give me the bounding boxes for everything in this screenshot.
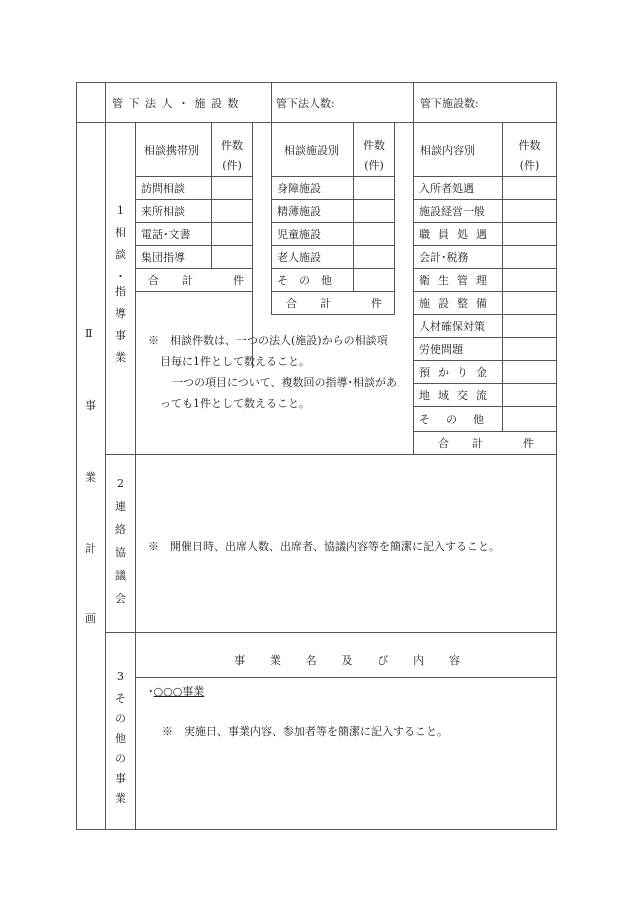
item2-title (106, 478, 135, 604)
entry-bullet: ･ (148, 685, 154, 698)
total-unit: 件 (523, 437, 534, 450)
row-label: 預かり金 (419, 366, 495, 379)
by-content-count-input[interactable] (503, 292, 556, 314)
item2-bottom (105, 632, 557, 633)
header-divider-b (413, 82, 414, 123)
by-content-row (419, 361, 495, 383)
item1-title-char: ・ (115, 270, 126, 283)
by-type-row (141, 246, 185, 268)
item3-content-area[interactable] (136, 678, 556, 829)
item3-title-char: そ (115, 692, 126, 705)
by-type-count-input[interactable] (212, 223, 252, 245)
by-content-count-input[interactable] (503, 246, 556, 268)
row-label: 人材確保対策 (419, 320, 485, 333)
row-label: 精薄施設 (277, 205, 321, 218)
row-label: 電話･文書 (141, 228, 191, 241)
item2-title-char: 2 (117, 477, 124, 490)
by-content-row (419, 292, 495, 314)
item2-title-char: 議 (115, 569, 126, 582)
item2-title-char: 絡 (115, 523, 126, 536)
table-left-border (76, 82, 77, 830)
by-content-count-input[interactable] (503, 338, 556, 360)
item2-title-char: 会 (115, 592, 126, 605)
header-char: び (377, 654, 389, 667)
row-label: 地域交流 (419, 389, 495, 402)
table-right-border (556, 82, 557, 830)
by-facility-row (277, 177, 321, 199)
count-header-line2: (件) (519, 159, 540, 172)
by-content-count-input[interactable] (503, 223, 556, 245)
corp-count-field[interactable] (276, 92, 406, 114)
item3-title-char: の (115, 712, 126, 725)
header-label-text: 管下法人・施設数 (112, 97, 244, 110)
by-type-count-input[interactable] (212, 246, 252, 268)
table-top-border (76, 82, 557, 83)
row-label: 施設経営一般 (419, 205, 485, 218)
total-label: 合 計 (148, 274, 199, 287)
row-label: 衛生管理 (419, 274, 495, 287)
item3-title-char: 業 (115, 792, 126, 805)
item2-content-area[interactable] (136, 455, 556, 632)
header-divider-a (271, 82, 272, 123)
by-type-total[interactable] (148, 269, 244, 291)
by-type-count-input[interactable] (212, 200, 252, 222)
by-content-count-input[interactable] (503, 315, 556, 337)
by-content-count-input[interactable] (503, 407, 556, 431)
header-row-divider (76, 122, 557, 123)
item1-title-char: 事 (115, 329, 126, 342)
by-content-row (419, 200, 485, 222)
by-facility-count-input[interactable] (354, 177, 394, 199)
by-facility-total[interactable] (286, 292, 382, 314)
by-content-count-header (503, 136, 556, 176)
by-content-header-text: 相談内容別 (420, 144, 475, 157)
section-title-char-4: 画 (85, 612, 96, 625)
item2-note: ※ 開催日時、出席人数、出席者、協議内容等を簡潔に記入すること。 (148, 540, 500, 553)
by-facility-count-input[interactable] (354, 223, 394, 245)
item3-title-char: の (115, 752, 126, 765)
by-type-header-text: 相談携帯別 (144, 144, 199, 157)
by-content-count-input[interactable] (503, 269, 556, 291)
note-line: ※ 相談件数は、一つの法人(施設)からの相談項 (148, 334, 388, 347)
item3-note: ※ 実施日、事業内容、参加者等を簡潔に記入すること。 (162, 725, 448, 738)
item1-title-char: 1 (117, 204, 124, 217)
row-label: 集団指導 (141, 251, 185, 264)
facility-count-field[interactable] (420, 92, 550, 114)
section-title-char-0: Ⅱ (85, 327, 93, 340)
row-label: その他 (419, 413, 500, 426)
row-label: 身障施設 (277, 182, 321, 195)
by-facility-row (277, 200, 321, 222)
header-char: 事 (234, 654, 245, 667)
by-facility-row (277, 269, 332, 291)
item2-title-char: 協 (115, 546, 126, 559)
section-title-char-1: 事 (85, 399, 96, 412)
note-line: っても1件として数えること。 (160, 397, 310, 410)
section-title-char-2: 業 (85, 471, 96, 484)
by-content-row (419, 315, 485, 337)
row-label: 児童施設 (277, 228, 321, 241)
total-label: 合 計 (438, 437, 489, 450)
by-type-row (141, 223, 191, 245)
by-content-row (419, 384, 495, 406)
by-facility-header (284, 140, 339, 160)
count-header-line1: 件数 (363, 139, 385, 152)
item3-title-char: 3 (117, 670, 124, 683)
header-char: 容 (448, 654, 460, 667)
item1-title-char: 導 (115, 307, 126, 320)
row-label: そ の 他 (277, 274, 332, 287)
count-header-line2: (件) (364, 159, 384, 172)
item3-title-char: 事 (115, 772, 126, 785)
row-label: 会計･税務 (419, 251, 469, 264)
section-title-char-3: 計 (85, 542, 96, 555)
header-char: 内 (413, 654, 425, 667)
count-header-line1: 件数 (221, 139, 243, 152)
by-content-total[interactable] (438, 432, 534, 454)
by-content-row (419, 246, 469, 268)
by-facility-row (277, 223, 321, 245)
item1-title (106, 205, 135, 363)
item3-title (106, 671, 135, 804)
row-label: 入所者処遇 (419, 182, 474, 195)
header-char: 及 (341, 654, 353, 667)
item1-title-char: 相 (115, 226, 126, 239)
total-label: 合 計 (286, 297, 337, 310)
by-content-count-input[interactable] (503, 361, 556, 383)
by-facility-count-header (354, 136, 394, 176)
row-label: 職員処遇 (419, 228, 495, 241)
by-content-row (419, 177, 474, 199)
by-content-row (419, 407, 500, 431)
item1-title-char: 業 (115, 351, 126, 364)
item1-note (148, 330, 410, 414)
by-content-count-input[interactable] (503, 200, 556, 222)
item3-entry (148, 686, 204, 697)
header-label (112, 92, 266, 114)
total-unit: 件 (371, 297, 382, 310)
row-label: 老人施設 (277, 251, 321, 264)
note-line: 目毎に1件として数えること。 (160, 355, 310, 368)
item3-header (234, 652, 460, 668)
by-content-count-input[interactable] (503, 384, 556, 406)
item1-title-char: 談 (115, 248, 126, 261)
by-facility-count-input[interactable] (354, 200, 394, 222)
row-label: 施設整備 (419, 297, 495, 310)
by-content-header (420, 140, 475, 160)
row-label: 訪問相談 (141, 182, 185, 195)
header-char: 業 (269, 654, 281, 667)
corp-count-label: 管下法人数: (276, 97, 335, 110)
header-char: 名 (305, 654, 317, 667)
table-bottom-border (76, 829, 557, 830)
by-facility-count-input[interactable] (354, 269, 394, 291)
entry-name: ○○○事業 (153, 685, 205, 698)
by-type-row (141, 200, 185, 222)
by-facility-count-input[interactable] (354, 246, 394, 268)
count-header-line2: (件) (222, 159, 242, 172)
by-facility-header-text: 相談施設別 (284, 144, 339, 157)
by-type-count-input[interactable] (212, 177, 252, 199)
facility-count-label: 管下施設数: (420, 97, 479, 110)
by-type-header (144, 140, 199, 160)
by-content-row (419, 338, 463, 360)
by-type-row (141, 177, 185, 199)
row-label: 来所相談 (141, 205, 185, 218)
note-line: 一つの項目について、複数回の指導･相談があ (172, 376, 398, 389)
count-header-line1: 件数 (518, 139, 541, 152)
by-content-row (419, 269, 495, 291)
item2-title-char: 連 (115, 500, 126, 513)
by-content-count-input[interactable] (503, 177, 556, 199)
total-unit: 件 (233, 274, 244, 287)
item3-title-char: 他 (115, 732, 126, 745)
item1-title-char: 指 (115, 285, 126, 298)
by-content-row (419, 223, 495, 245)
row-label: 労使問題 (419, 343, 463, 356)
by-facility-row (277, 246, 321, 268)
by-type-count-header (212, 136, 252, 176)
